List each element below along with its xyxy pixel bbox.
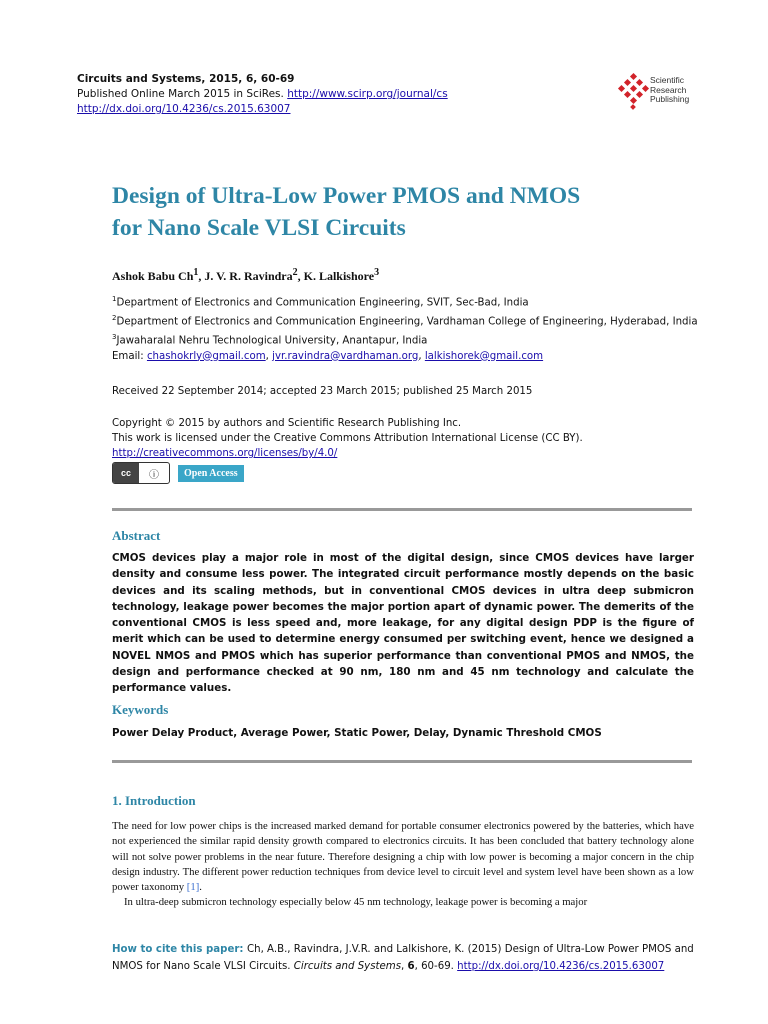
- intro-paragraph-2: In ultra-deep submicron technology especially below 45 nm technology, leakage power is becoming a major: [124, 896, 588, 909]
- affiliations: [112, 292, 702, 364]
- publisher-logo: [617, 72, 707, 112]
- copyright-line: Copyright © 2015 by authors and Scientific Research Publishing Inc.: [112, 418, 462, 429]
- logo-line-2: Research: [650, 84, 687, 95]
- email-link-3[interactable]: lalkishorek@gmail.com: [424, 350, 544, 362]
- email-link-1[interactable]: chashokrly@gmail.com: [146, 350, 266, 362]
- received-dates: Received 22 September 2014; accepted 23 March 2015; published 25 March 2015: [112, 386, 533, 397]
- cite-journal: Circuits and Systems: [293, 961, 402, 972]
- cite-pages: , 60-69.: [414, 961, 458, 972]
- cite-volume: 6: [407, 961, 415, 972]
- copyright-block: [112, 416, 712, 461]
- affiliation-2: Department of Electronics and Communication Engineering, Vardhaman College of Engineering, Hyderabad, India: [116, 316, 698, 328]
- email-line: [112, 349, 702, 365]
- published-text: Published Online March 2015 in SciRes.: [77, 88, 284, 100]
- journal-citation: Circuits and Systems, 2015, 6, 60-69: [77, 73, 295, 85]
- email-sep-1: ,: [265, 350, 273, 362]
- logo-line-3: Publishing: [650, 94, 690, 104]
- license-line: This work is licensed under the Creative Commons Attribution International License (CC BY).: [112, 433, 583, 444]
- journal-header: [77, 72, 448, 117]
- reference-link-1[interactable]: [1]: [186, 881, 200, 894]
- cite-label: How to cite this paper:: [112, 944, 247, 955]
- authors: [112, 267, 379, 284]
- affil-2-sup: 2: [112, 313, 117, 322]
- keywords-text: Power Delay Product, Average Power, Static Power, Delay, Dynamic Threshold CMOS: [112, 727, 602, 739]
- cite-block: [112, 941, 702, 975]
- email-sep-2: ,: [418, 350, 425, 362]
- divider-bottom: [112, 760, 692, 763]
- license-badges: [112, 462, 244, 484]
- abstract-text: CMOS devices play a major role in most of the digital design, since CMOS devices have larger density and consume less power. The integrated circuit performance mostly depends on the basic devices and its scaling methods, but in conventional CMOS devices in ultra deep submicron technology, leakage power becomes the major portion apart of dynamic power. The demerits of the conventional CMOS is less speed and, more leakage, for any digital design PDP is the figure of merit which can be used to determine energy consumed per switching event, hence we designed a NOVEL NMOS and PMOS which has superior performance than conventional PMOS and NMOS, the design and performance checked at 90 nm, 180 nm and 45 nm technology and calculate the performance values.: [112, 552, 694, 695]
- journal-link[interactable]: http://www.scirp.org/journal/cs: [287, 88, 448, 100]
- author-1: Ashok Babu Ch: [112, 269, 194, 283]
- cc-by-badge[interactable]: [112, 462, 170, 484]
- email-link-2[interactable]: jvr.ravindra@vardhaman.org: [272, 350, 419, 362]
- introduction-body: [112, 819, 694, 911]
- affil-1-sup: 1: [112, 295, 117, 303]
- cc-icon: cc: [113, 463, 139, 483]
- intro-p1-end: .: [199, 881, 202, 894]
- intro-p1-text: The need for low power chips is the increased marked demand for portable consumer electronics powered by the batteries, which have not experienced the similar rapid density growth compared to electronics circuits. It has been concluded that battery technology alone will not solve power problems in the near future. Therefore designing a chip with low power is becoming a major concern in the chip design industry. The different power reduction techniques from device level to circuit level and system level have been shown as a low power taxonomy: [112, 820, 694, 894]
- title-line-1: Design of Ultra-Low Power PMOS and NMOS: [112, 183, 581, 209]
- cite-doi-link[interactable]: http://dx.doi.org/10.4236/cs.2015.63007: [457, 961, 665, 972]
- author-2: , J. V. R. Ravindra: [198, 269, 293, 283]
- affil-3-sup: 3: [112, 332, 117, 341]
- divider-top: [112, 508, 692, 511]
- open-access-badge: Open Access: [178, 465, 244, 482]
- affiliation-3: Jawaharalal Nehru Technological University, Anantapur, India: [116, 335, 428, 347]
- author-3-sup: 3: [374, 267, 380, 278]
- cite-text: Ch, A.B., Ravindra, J.V.R. and Lalkishore, K. (2015) Design of Ultra-Low Power PMOS and NMOS for Nano Scale VLSI Circuits.: [112, 944, 694, 972]
- author-3: , K. Lalkishore: [297, 269, 375, 283]
- license-link[interactable]: http://creativecommons.org/licenses/by/4.0/: [112, 448, 338, 459]
- author-2-sup: 2: [292, 267, 298, 278]
- attribution-icon: ⓘ: [149, 469, 159, 481]
- title-line-2: for Nano Scale VLSI Circuits: [112, 215, 406, 241]
- logo-text: [650, 76, 689, 105]
- affiliation-1: Department of Electronics and Communication Engineering, SVIT, Sec-Bad, India: [116, 297, 529, 309]
- paper-title: [112, 180, 712, 244]
- cite-sep: ,: [401, 961, 408, 972]
- doi-link[interactable]: http://dx.doi.org/10.4236/cs.2015.63007: [77, 103, 291, 115]
- published-line: [77, 87, 448, 102]
- email-label: Email:: [112, 350, 147, 362]
- keywords-heading: Keywords: [112, 702, 169, 717]
- logo-diamond-icon: [617, 72, 651, 112]
- intro-paragraph-1: [112, 819, 694, 895]
- introduction-heading: 1. Introduction: [112, 793, 196, 808]
- abstract-heading: Abstract: [112, 528, 161, 543]
- author-1-sup: 1: [193, 267, 199, 278]
- logo-line-1: Scientific: [650, 75, 685, 85]
